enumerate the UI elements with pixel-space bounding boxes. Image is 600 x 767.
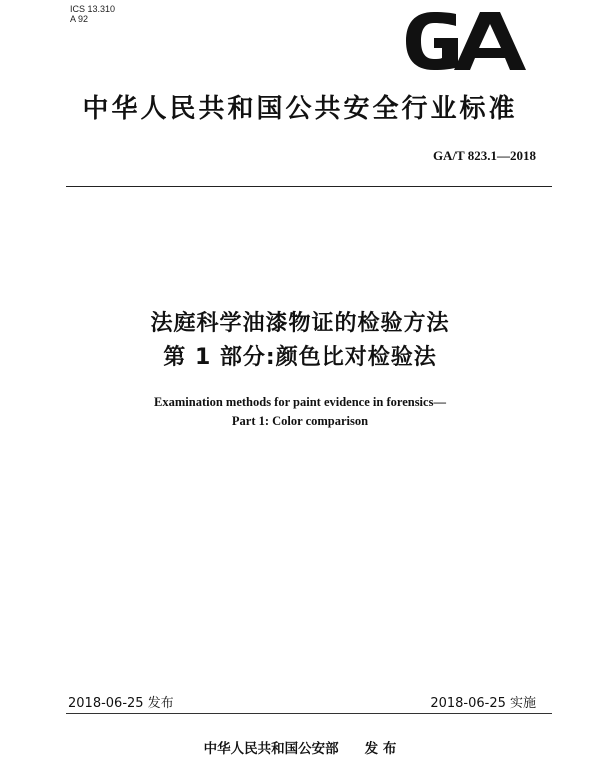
ga-logo-letter-a bbox=[454, 12, 526, 70]
ga-logo-letter-g bbox=[406, 12, 458, 70]
publisher-name: 中华人民共和国公安部 bbox=[203, 741, 339, 757]
title-en-line1: Examination methods for paint evidence in forensics— bbox=[154, 395, 446, 409]
org-title: 中华人民共和国公共安全行业标准 bbox=[82, 94, 518, 124]
standard-number: GA/T 823.1—2018 bbox=[432, 148, 536, 163]
ics-code: ICS 13.310 bbox=[70, 4, 116, 14]
ga-logo bbox=[404, 12, 526, 70]
implementation-date: 2018-06-25 实施 bbox=[430, 696, 536, 711]
publisher-action: 发 布 bbox=[364, 741, 397, 757]
title-cn-line1: 法庭科学油漆物证的检验方法 bbox=[150, 311, 450, 336]
title-cn-line2: 第 1 部分:颜色比对检验法 bbox=[163, 345, 437, 370]
classification-codes bbox=[70, 4, 115, 24]
title-en-line2: Part 1: Color comparison bbox=[231, 414, 369, 428]
header-divider bbox=[66, 186, 552, 187]
publisher bbox=[0, 737, 600, 757]
ccs-code: A 92 bbox=[70, 14, 89, 24]
footer-divider bbox=[66, 713, 552, 714]
issue-date: 2018-06-25 发布 bbox=[68, 696, 174, 711]
